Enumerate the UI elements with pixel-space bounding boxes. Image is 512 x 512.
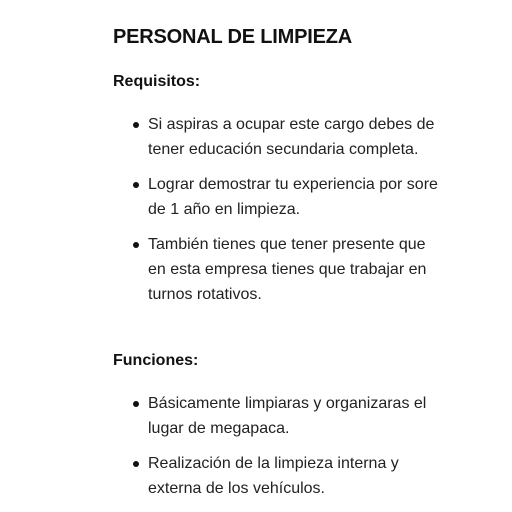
requisitos-heading: Requisitos:	[113, 73, 201, 90]
list-item-text: Si aspiras a ocupar este cargo debes de tener educación secundaria completa.	[148, 116, 435, 158]
list-item-text: Lograr demostrar tu experiencia por sore de 1 año en limpieza.	[148, 176, 438, 218]
bullet-icon	[133, 401, 139, 407]
list-item	[113, 112, 443, 162]
page-title: PERSONAL DE LIMPIEZA	[113, 26, 352, 48]
list-item	[113, 451, 443, 501]
funciones-list	[113, 391, 443, 501]
bullet-icon	[133, 461, 139, 467]
list-item	[113, 232, 443, 307]
funciones-heading: Funciones:	[113, 352, 199, 369]
bullet-icon	[133, 182, 139, 188]
list-item-text: También tienes que tener presente que en esta empresa tienes que trabajar en turnos rotativos.	[148, 236, 427, 303]
bullet-icon	[133, 242, 139, 248]
list-item	[113, 172, 443, 222]
list-item	[113, 391, 443, 441]
list-item-text: Básicamente limpiaras y organizaras el lugar de megapaca.	[148, 395, 427, 437]
requisitos-list	[113, 112, 443, 307]
list-item-text: Realización de la limpieza interna y externa de los vehículos.	[148, 455, 399, 497]
bullet-icon	[133, 122, 139, 128]
